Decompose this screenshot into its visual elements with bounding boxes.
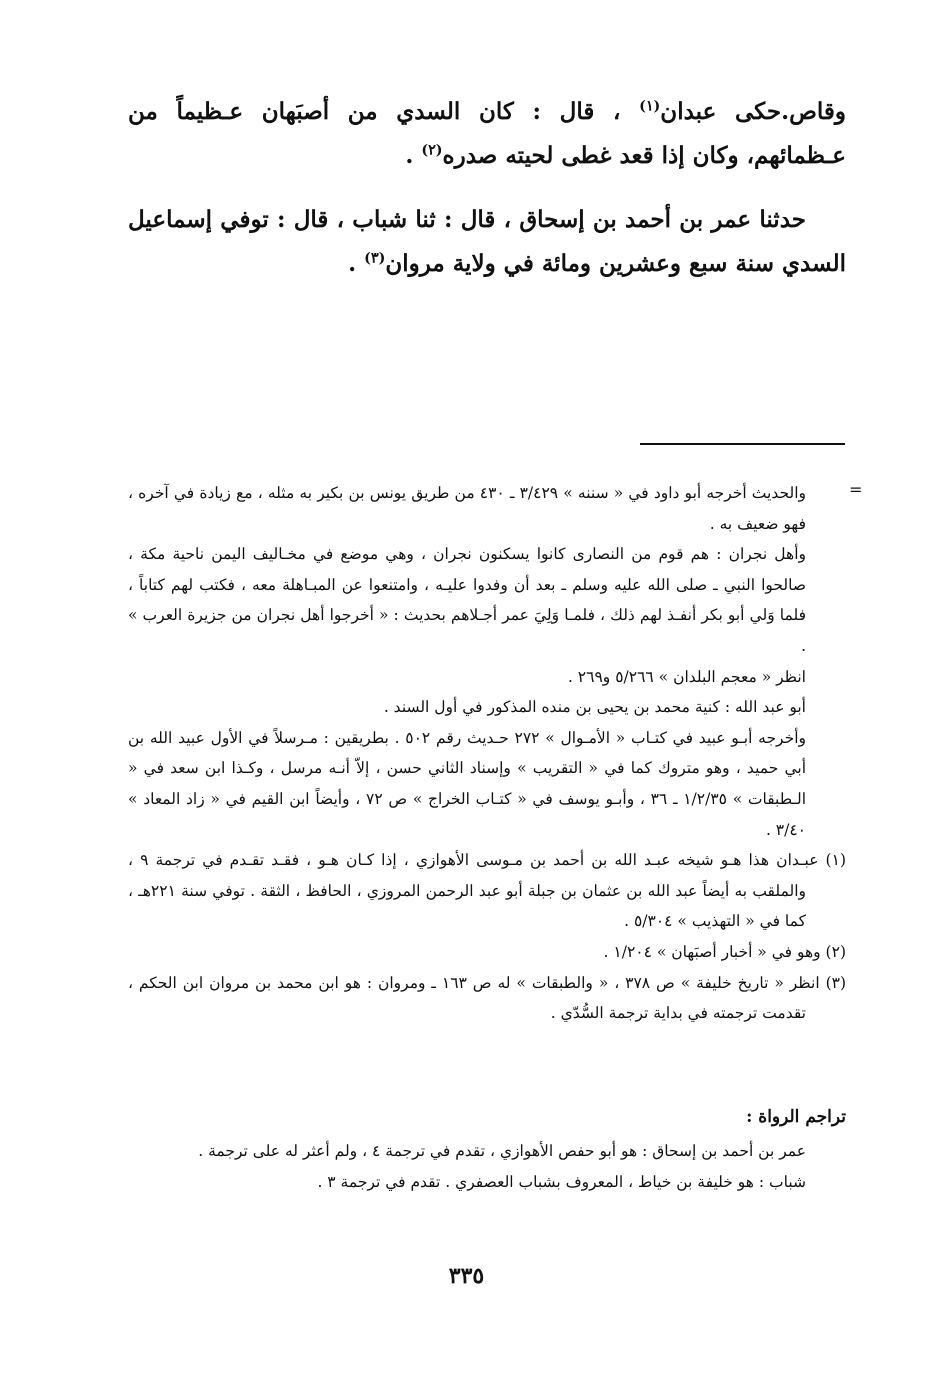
main-text: ، قال : كان السدي من أصبَهان عـظيماً من عـظمائهم، وكان إذا قعد غطى لحيته صدره xyxy=(128,98,846,169)
footnote-ref-2: (٢) xyxy=(421,142,443,159)
footnotes xyxy=(128,478,846,1029)
footnote-ref-3: (٣) xyxy=(364,250,386,267)
narrators-list xyxy=(128,1136,846,1197)
narrator-entry: شباب : هو خليفة بن خياط ، المعروف بشباب العصفري . تقدم في ترجمة ٣ . xyxy=(317,1172,806,1191)
page-number: ٣٣٥ xyxy=(448,1263,485,1289)
footnote-3: (٣) انظر « تاريخ خليفة » ص ٣٧٨ ، « والطبقات » له ص ١٦٣ ـ ومروان : هو ابن محمد بن مروان ابن الحكم ، تقدمت ترجمته في بداية ترجمة السُّدّي . xyxy=(128,973,847,1023)
narrators-heading: تراجم الرواة : xyxy=(746,1107,846,1127)
footnote-ref-1: (١) xyxy=(639,98,661,115)
footnote-continuation: أبو عبد الله : كنية محمد بن يحيى بن منده المذكور في أول السند . xyxy=(383,698,806,717)
footnote-separator xyxy=(640,443,845,445)
footnote-continuation: والحديث أخرجه أبو داود في « سننه » ٣/٤٢٩ ـ ٤٣٠ من طريق يونس بن بكير به مثله ، مع زيادة في آخره ، فهو ضعيف به . xyxy=(128,484,806,533)
narrator-entry: عمر بن أحمد بن إسحاق : هو أبو حفص الأهوازي ، تقدم في ترجمة ٤ ، ولم أعثر له على ترجمة . xyxy=(198,1142,806,1160)
main-paragraph-2 xyxy=(128,198,846,286)
footnote-2: (٢) وهو في « أخبار أصبَهان » ١/٢٠٤ . xyxy=(603,942,846,961)
main-text: . xyxy=(348,250,365,277)
main-text: حدثنا عمر بن أحمد بن إسحاق ، قال : ثنا شباب ، قال : توفي إسماعيل السدي سنة سبع وعشرين ومائة في ولاية مروان xyxy=(128,206,846,277)
footnote-continuation: وأخرجه أبـو عبيد في كتـاب « الأمـوال » ٢٧٢ حـديث رقم ٥٠٢ . بطريقين : مـرسلاً في الأول عبيد الله بن أبي حميد ، وهو متروك كما في « التقريب » وإسناد الثاني حسن ، إلاّ أنـه مرسل ، وكـذا ابن سعد في « الـطبقات » ١/٢/٣٥ ـ ٣٦ ، وأبـو يوسف في « كتـاب الخراج » ص ٧٢ ، وأيضاً ابن القيم في « زاد المعاد » ٣/٤٠ . xyxy=(128,728,807,839)
main-paragraph-1 xyxy=(128,90,846,178)
continuation-marker: = xyxy=(849,480,863,499)
main-text: وقاص.حكى عبدان xyxy=(660,98,847,125)
footnote-1: (١) عبـدان هذا هـو شيخه عبـد الله بن أحمد بن مـوسى الأهوازي ، إذا كـان هـو ، فقـد تقـدم في ترجمة ٩ ، والملقب به أيضاً عبد الله بن عثمان بن جبلة أبو عبد الرحمن المروزي ، الحافظ ، الثقة . توفي سنة ٢٢١هـ ، كما في « التهذيب » ٥/٣٠٤ . xyxy=(128,851,846,931)
footnote-continuation: وأهل نجران : هم قوم من النصارى كانوا يسكنون نجران ، وهي موضع في مخـاليف اليمن ناحية مكة ، صالحوا النبي ـ صلى الله عليه وسلم ـ بعد أن وفدوا عليـه ، وامتنعوا عن المبـاهلة معه ، فكتب لهم كتاباً ، فلما وَلي أبو بكر أنفـذ لهم ذلك ، فلمـا وَلِيَ عمر أجـلاهم بحديث : « أخرجوا أهل نجران من جزيرة العرب » . xyxy=(128,545,806,655)
main-text: . xyxy=(405,142,422,169)
footnote-continuation: انظر « معجم البلدان » ٥/٢٦٦ و٢٦٩ . xyxy=(567,667,806,686)
